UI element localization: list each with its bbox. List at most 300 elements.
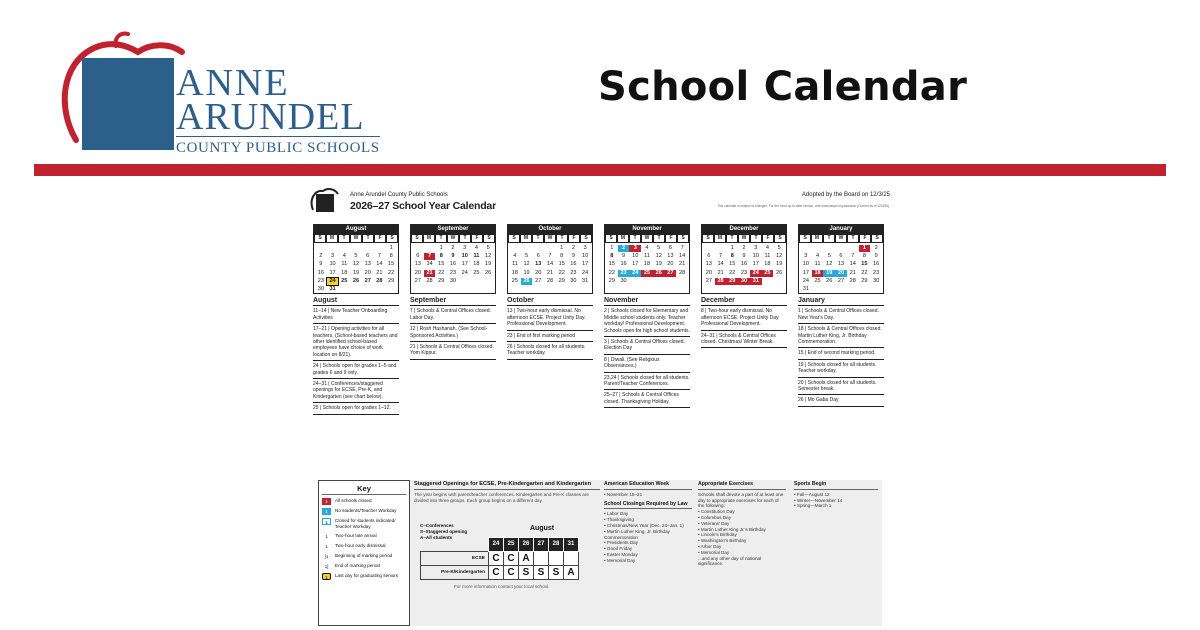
calendar-day[interactable]: 30 xyxy=(738,278,750,285)
calendar-day[interactable]: 16 xyxy=(570,261,577,268)
calendar-day[interactable]: 4 xyxy=(513,253,517,260)
red-divider xyxy=(34,164,1166,176)
calendar-day[interactable]: 26 xyxy=(653,270,665,277)
calendar-day[interactable]: 9 xyxy=(874,253,878,260)
calendar-day[interactable]: 7 xyxy=(377,253,381,260)
calendar-day[interactable]: 5 xyxy=(657,245,661,251)
calendar-day[interactable]: 5 xyxy=(777,245,781,251)
calendar-day[interactable]: 3 xyxy=(463,245,467,251)
calendar-day[interactable]: 13 xyxy=(837,261,845,268)
calendar-day[interactable]: 12 xyxy=(826,261,833,268)
event-entry: 25–27 | Schools & Central Offices closed. Thanksgiving Holiday. xyxy=(604,390,690,408)
calendar-day[interactable]: 16 xyxy=(873,261,880,268)
weekday-label: S xyxy=(677,234,689,243)
calendar-day[interactable]: 10 xyxy=(582,253,589,260)
calendar-day[interactable]: 21 xyxy=(546,269,554,276)
calendar-day[interactable]: 14 xyxy=(849,261,856,268)
calendar-day[interactable]: 8 xyxy=(862,253,866,260)
calendar-day[interactable]: 30 xyxy=(873,277,880,284)
calendar-day[interactable]: 27 xyxy=(837,277,845,284)
calendar-day[interactable]: 26 xyxy=(352,277,360,284)
calendar-day[interactable]: 27 xyxy=(414,277,421,284)
key-item xyxy=(322,533,406,540)
weekday-label: W xyxy=(447,234,459,243)
calendar-day[interactable]: 20 xyxy=(535,269,542,276)
calendar-day[interactable]: 17 xyxy=(582,261,589,268)
calendar-day[interactable]: 20 xyxy=(667,261,674,268)
staggered-cell xyxy=(549,552,564,566)
calendar-day[interactable]: 1 xyxy=(560,245,564,251)
calendar-day[interactable]: 23 xyxy=(449,269,457,276)
american-education-col xyxy=(604,482,692,564)
legend-conferences: C–Conferences xyxy=(420,523,454,528)
calendar-day[interactable]: 25 xyxy=(762,270,774,277)
weekday-label: M xyxy=(617,234,629,243)
calendar-day[interactable]: 14 xyxy=(546,261,554,268)
calendar-day[interactable]: 7 xyxy=(424,253,436,260)
calendar-day[interactable]: 27 xyxy=(705,277,712,284)
calendar-day[interactable]: 11 xyxy=(473,253,480,260)
calendar-day[interactable]: 18 xyxy=(511,269,518,276)
month-december xyxy=(701,224,787,436)
month-heading: September xyxy=(410,298,496,306)
staggered-day: 31 xyxy=(564,538,579,552)
calendar-day[interactable]: 17 xyxy=(461,261,468,268)
calendar-day[interactable]: 21 xyxy=(679,261,686,268)
aacps-logo[interactable] xyxy=(52,28,392,156)
key-label: All schools closed xyxy=(335,498,372,503)
calendar-day[interactable]: 15 xyxy=(438,261,445,268)
calendar-day[interactable]: 20 xyxy=(364,269,371,276)
month-grid-title: December xyxy=(702,225,786,234)
list-item: • Memorial Day xyxy=(604,557,636,563)
list-item: • Washington's Birthday xyxy=(698,538,747,544)
calendar-day[interactable]: 24 xyxy=(582,269,589,276)
calendar-day[interactable]: 23 xyxy=(740,269,748,276)
calendar-day[interactable]: 13 xyxy=(667,253,674,260)
calendar-day[interactable]: 12 xyxy=(776,253,783,260)
calendar-day[interactable]: 3 xyxy=(331,253,335,260)
weekday-label: S xyxy=(871,234,883,243)
calendar-day[interactable]: 8 xyxy=(730,253,734,260)
staggered-table xyxy=(420,537,579,580)
calendar-day[interactable]: 11 xyxy=(764,253,771,260)
calendar-day[interactable]: 22 xyxy=(558,269,565,276)
calendar-day[interactable]: 28 xyxy=(849,277,856,284)
calendar-day[interactable]: 7 xyxy=(851,253,855,260)
calendar-day[interactable]: 5 xyxy=(827,253,831,260)
calendar-day[interactable]: 29 xyxy=(438,277,445,284)
calendar-day[interactable]: 29 xyxy=(558,277,565,284)
calendar-day[interactable]: 19 xyxy=(776,261,783,268)
closings-list xyxy=(604,511,692,563)
event-entry: 19 | Schools closed for all students. Teacher workday. xyxy=(798,360,884,378)
key-label: Last day for graduating seniors xyxy=(335,572,399,578)
calendar-day[interactable]: 18 xyxy=(341,269,348,276)
key-swatch: 1 xyxy=(322,508,331,515)
calendar-day[interactable]: 21 xyxy=(376,269,383,276)
calendar-day[interactable]: 10 xyxy=(632,253,639,260)
calendar-day[interactable]: 3 xyxy=(754,245,758,251)
calendar-day[interactable]: 6 xyxy=(536,253,540,260)
calendar-day[interactable]: 8 xyxy=(439,253,443,260)
calendar-day[interactable]: 10 xyxy=(329,261,336,268)
calendar-day[interactable]: 24 xyxy=(629,270,641,277)
empty-day xyxy=(327,245,339,252)
calendar-day[interactable]: 6 xyxy=(839,253,843,260)
calendar-day[interactable]: 11 xyxy=(814,261,821,268)
weekday-label: M xyxy=(714,234,726,243)
calendar-day[interactable]: 16 xyxy=(317,269,324,276)
key-panel xyxy=(318,480,882,626)
calendar-day[interactable]: 13 xyxy=(535,261,542,268)
calendar-day[interactable]: 31 xyxy=(582,277,589,284)
calendar-day[interactable]: 22 xyxy=(438,269,445,276)
event-entry: 17–21 | Opening activities for all teachers. (School-based teachers and other identified school-based employees have choice of work location on 8/21). xyxy=(313,324,399,361)
calendar-day[interactable]: 20 xyxy=(414,269,421,276)
staggered-row-label: ECSE xyxy=(421,552,489,566)
staggered-cell: A xyxy=(564,566,579,580)
day-grid xyxy=(605,243,689,287)
calendar-day[interactable]: 27 xyxy=(364,277,371,284)
calendar-day[interactable]: 7 xyxy=(680,245,684,251)
weekday-header xyxy=(314,234,398,243)
calendar-day[interactable]: 17 xyxy=(632,261,639,268)
calendar-day[interactable]: 5 xyxy=(486,245,490,251)
calendar-day[interactable]: 27 xyxy=(665,270,677,277)
calendar-day[interactable]: 2 xyxy=(742,245,746,251)
month-heading: November xyxy=(604,298,690,306)
staggered-cell: C xyxy=(489,552,504,566)
event-entry: 20 | Schools closed for all students. Semester break. xyxy=(798,378,884,396)
logo-line-3: COUNTY PUBLIC SCHOOLS xyxy=(176,136,380,158)
calendar-day[interactable]: 15 xyxy=(861,261,868,268)
calendar-day[interactable]: 14 xyxy=(679,253,686,260)
calendar-day[interactable]: 12 xyxy=(523,261,530,268)
calendar-day[interactable]: 24 xyxy=(327,278,339,285)
calendar-day[interactable]: 3 xyxy=(629,245,641,252)
event-entry: 12 | Rosh Hashanah. (See School-Sponsored Activities.) xyxy=(410,324,496,342)
calendar-day[interactable]: 18 xyxy=(764,261,771,268)
calendar-day[interactable]: 26 xyxy=(485,269,492,276)
event-entry: 18 | Schools & Central Offices closed. Martin Luther King, Jr. Birthday Commemoration. xyxy=(798,324,884,348)
calendar-day[interactable]: 22 xyxy=(608,269,615,276)
calendar-day[interactable]: 4 xyxy=(645,245,649,251)
calendar-day[interactable]: 13 xyxy=(414,261,421,268)
calendar-day[interactable]: 2 xyxy=(451,245,455,251)
calendar-day[interactable]: 21 xyxy=(849,269,856,276)
calendar-day[interactable]: 9 xyxy=(319,261,323,268)
calendar-day[interactable]: 6 xyxy=(668,245,672,251)
calendar-day[interactable]: 6 xyxy=(366,253,370,260)
weekday-label: M xyxy=(811,234,823,243)
event-entry: 11–14 | New Teacher Onboarding Activities xyxy=(313,306,399,324)
calendar-day[interactable]: 20 xyxy=(705,269,712,276)
month-grid xyxy=(798,224,884,294)
calendar-day[interactable]: 3 xyxy=(804,253,808,260)
key-label: Two-hour late arrival xyxy=(335,532,377,538)
weekday-label: M xyxy=(326,234,338,243)
weekday-header xyxy=(605,234,689,243)
calendar-day[interactable]: 30 xyxy=(570,277,577,284)
calendar-day[interactable]: 13 xyxy=(705,261,712,268)
key-label: End of marking period xyxy=(335,562,380,568)
weekday-label: W xyxy=(544,234,556,243)
calendar-day[interactable]: 13 xyxy=(364,261,371,268)
calendar-day[interactable]: 22 xyxy=(388,269,395,276)
calendar-day[interactable]: 23 xyxy=(618,270,630,277)
calendar-day[interactable]: 16 xyxy=(620,261,627,268)
day-grid xyxy=(508,243,592,287)
calendar-day[interactable]: 6 xyxy=(707,253,711,260)
exercises-heading: Appropriate Exercises xyxy=(698,482,786,490)
weekday-label: W xyxy=(350,234,362,243)
event-entry: 23 | End of first marking period xyxy=(507,331,593,342)
logo-block xyxy=(82,58,174,150)
calendar-day[interactable]: 14 xyxy=(376,261,383,268)
month-january xyxy=(798,224,884,436)
month-november xyxy=(604,224,690,436)
weekday-label: S xyxy=(605,234,617,243)
calendar-day[interactable]: 7 xyxy=(719,253,723,260)
weekday-label: T xyxy=(556,234,568,243)
calendar-day[interactable]: 8 xyxy=(610,253,614,260)
calendar-day[interactable]: 14 xyxy=(717,261,724,268)
calendar-day[interactable]: 27 xyxy=(535,277,542,284)
calendar-day[interactable]: 1 xyxy=(389,245,393,251)
calendar-day[interactable]: 29 xyxy=(726,278,738,285)
calendar-day[interactable]: 29 xyxy=(861,277,868,284)
calendar-day[interactable]: 17 xyxy=(802,269,809,276)
month-grid xyxy=(313,224,399,294)
weekday-label: T xyxy=(435,234,447,243)
key-box xyxy=(318,480,410,626)
staggered-cell: C xyxy=(504,566,519,580)
staggered-cell: S xyxy=(519,566,534,580)
key-swatch: 1 xyxy=(325,533,328,539)
calendar-day[interactable]: 28 xyxy=(546,277,554,284)
calendar-day[interactable]: 30 xyxy=(449,277,457,284)
event-entry: 24–31 | Conferences/staggered openings for ECSE, Pre-K, and Kindergarten (see chart below). xyxy=(313,379,399,403)
calendar-day[interactable]: 12 xyxy=(352,261,360,268)
calendar-day[interactable]: 26 xyxy=(521,278,533,285)
calendar-day[interactable]: 15 xyxy=(608,261,615,268)
staggered-row xyxy=(421,552,579,566)
calendar-day[interactable]: 11 xyxy=(511,261,518,268)
staggered-day: 26 xyxy=(519,538,534,552)
calendar-day[interactable]: 10 xyxy=(752,253,759,260)
list-item: • Christmas/New Year (Dec. 24–Jan. 1) xyxy=(604,522,684,528)
key-swatch: 1 xyxy=(322,573,331,580)
exercises-list xyxy=(698,509,786,555)
key-item xyxy=(322,573,406,580)
calendar-day[interactable]: 31 xyxy=(750,278,762,285)
weekday-label: F xyxy=(859,234,871,243)
empty-day xyxy=(521,245,533,252)
empty-day xyxy=(835,245,847,252)
calendar-day[interactable]: 2 xyxy=(571,245,575,251)
empty-day xyxy=(703,245,715,252)
calendar-day[interactable]: 25 xyxy=(473,269,480,276)
calendar-day[interactable]: 20 xyxy=(835,270,847,277)
calendar-day[interactable]: 5 xyxy=(525,253,529,260)
calendar-day[interactable]: 25 xyxy=(641,270,653,277)
calendar-day[interactable]: 19 xyxy=(352,269,360,276)
staggered-header-row xyxy=(421,538,579,552)
calendar-day[interactable]: 26 xyxy=(776,269,783,276)
calendar-day[interactable]: 15 xyxy=(729,261,736,268)
calendar-day[interactable]: 28 xyxy=(376,277,383,284)
calendar-day[interactable]: 7 xyxy=(548,253,552,260)
calendar-day[interactable]: 4 xyxy=(816,253,820,260)
calendar-day[interactable]: 25 xyxy=(814,277,821,284)
weekday-label: T xyxy=(750,234,762,243)
empty-day xyxy=(362,245,374,252)
exercises-intro: Schools shall devote a part of at least one day to appropriate exercises for each of the following: xyxy=(698,491,784,509)
calendar-day[interactable]: 9 xyxy=(451,253,455,260)
calendar-day[interactable]: 9 xyxy=(622,253,626,260)
staggered-cell xyxy=(564,552,579,566)
list-item: • Arbor Day xyxy=(698,543,722,549)
calendar-day[interactable]: 10 xyxy=(802,261,809,268)
calendar-day[interactable]: 21 xyxy=(717,269,724,276)
calendar-day[interactable]: 15 xyxy=(388,261,395,268)
calendar-day[interactable]: 23 xyxy=(317,277,324,284)
calendar-day[interactable]: 19 xyxy=(655,261,662,268)
calendar-day[interactable]: 24 xyxy=(461,269,468,276)
list-item: • Veterans' Day xyxy=(698,520,730,526)
logo-wordmark xyxy=(176,62,380,158)
calendar-day[interactable]: 4 xyxy=(342,253,346,260)
calendar-day[interactable]: 24 xyxy=(802,277,809,284)
calendar-day[interactable]: 4 xyxy=(474,245,478,251)
staggered-day: 27 xyxy=(534,538,549,552)
list-item: • Fall—August 12 xyxy=(794,491,830,497)
calendar-day[interactable]: 22 xyxy=(729,269,736,276)
calendar-day[interactable]: 9 xyxy=(571,253,575,260)
event-entry: 7 | Schools & Central Offices closed. Labor Day. xyxy=(410,306,496,324)
month-grid xyxy=(410,224,496,294)
calendar-day[interactable]: 23 xyxy=(570,269,577,276)
calendar-day[interactable]: 30 xyxy=(620,277,627,284)
american-ed-heading: American Education Week xyxy=(604,482,692,490)
calendar-day[interactable]: 21 xyxy=(424,270,436,277)
calendar-day[interactable]: 1 xyxy=(439,245,443,251)
calendar-day[interactable]: 14 xyxy=(426,261,433,268)
calendar-day[interactable]: 29 xyxy=(388,277,395,284)
event-entry: 8 | Two-hour early dismissal. No afternoon ECSE. Project Unity Day. Professional Development. xyxy=(701,306,787,330)
calendar-day[interactable]: 10 xyxy=(461,253,468,260)
list-item: • Labor Day xyxy=(604,511,629,517)
list-item: • Constitution Day xyxy=(698,509,735,515)
calendar-day[interactable]: 2 xyxy=(874,245,878,251)
calendar-day[interactable]: 5 xyxy=(354,253,358,260)
weekday-label: T xyxy=(726,234,738,243)
key-swatch: [1 xyxy=(324,553,329,559)
calendar-day[interactable]: 1 xyxy=(610,245,614,251)
calendar-day[interactable]: 15 xyxy=(558,261,565,268)
month-grid-title: September xyxy=(411,225,495,234)
key-item xyxy=(322,563,406,570)
empty-day xyxy=(544,245,556,252)
calendar-day[interactable]: 1 xyxy=(730,245,734,251)
staggered-cell: C xyxy=(489,566,504,580)
event-entry: 24 | Schools open for grades 1–5 and grades 6 and 9 only. xyxy=(313,361,399,379)
calendar-day[interactable]: 17 xyxy=(752,261,759,268)
calendar-title: 2026–27 School Year Calendar xyxy=(350,200,496,212)
calendar-day[interactable]: 9 xyxy=(742,253,746,260)
calendar-day[interactable]: 12 xyxy=(655,253,662,260)
calendar-day[interactable]: 3 xyxy=(583,245,587,251)
legend-staggered: S–Staggered opening xyxy=(420,529,468,534)
calendar-day[interactable]: 28 xyxy=(715,278,727,285)
calendar-day[interactable]: 2 xyxy=(319,253,323,260)
calendar-day[interactable]: 8 xyxy=(389,253,393,260)
staggered-openings xyxy=(414,482,600,624)
key-item xyxy=(322,543,406,550)
calendar-day[interactable]: 1 xyxy=(859,245,871,252)
calendar-day[interactable]: 25 xyxy=(341,277,348,284)
calendar-day[interactable]: 18 xyxy=(473,261,480,268)
calendar-day[interactable]: 19 xyxy=(823,270,835,277)
calendar-day[interactable]: 11 xyxy=(341,261,348,268)
calendar-day[interactable]: 16 xyxy=(449,261,457,268)
staggered-day: 25 xyxy=(504,538,519,552)
calendar-day[interactable]: 16 xyxy=(740,261,748,268)
weekday-label: F xyxy=(568,234,580,243)
list-item: • Lincoln's Birthday xyxy=(698,532,737,538)
month-heading: December xyxy=(701,298,787,306)
staggered-cell: S xyxy=(534,566,549,580)
event-entry: 25 | Schools open for grades 1–12. xyxy=(313,403,399,414)
key-list xyxy=(322,498,406,580)
weekday-label: S xyxy=(508,234,520,243)
calendar-day[interactable]: 2 xyxy=(618,245,630,252)
calendar-day[interactable]: 18 xyxy=(812,270,824,277)
weekday-label: S xyxy=(799,234,811,243)
calendar-day[interactable]: 19 xyxy=(523,269,530,276)
calendar-day[interactable]: 31 xyxy=(329,285,336,292)
calendar-day[interactable]: 24 xyxy=(750,270,762,277)
weekday-label: F xyxy=(762,234,774,243)
sports-list xyxy=(794,492,878,509)
calendar-day[interactable]: 26 xyxy=(826,277,833,284)
weekday-label: T xyxy=(653,234,665,243)
calendar-day[interactable]: 17 xyxy=(329,269,336,276)
weekday-label: M xyxy=(520,234,532,243)
calendar-day[interactable]: 23 xyxy=(873,269,880,276)
calendar-day[interactable]: 8 xyxy=(560,253,564,260)
calendar-day[interactable]: 30 xyxy=(317,285,324,292)
calendar-day[interactable]: 28 xyxy=(679,269,686,276)
weekday-label: S xyxy=(580,234,592,243)
sports-heading: Sports Begin xyxy=(794,482,878,490)
calendar-day[interactable]: 11 xyxy=(644,253,650,260)
calendar-day[interactable]: 18 xyxy=(643,261,651,268)
weekday-label: T xyxy=(459,234,471,243)
calendar-day[interactable]: 4 xyxy=(765,245,769,251)
calendar-day[interactable]: 25 xyxy=(511,277,518,284)
weekday-label: W xyxy=(835,234,847,243)
key-item xyxy=(322,518,406,530)
calendar-day[interactable]: 12 xyxy=(485,253,492,260)
calendar-day[interactable]: 6 xyxy=(416,253,420,260)
calendar-day[interactable]: 28 xyxy=(426,277,433,284)
calendar-day[interactable]: 22 xyxy=(861,269,868,276)
calendar-day[interactable]: 29 xyxy=(608,277,615,284)
calendar-day[interactable]: 31 xyxy=(802,285,809,292)
calendar-day[interactable]: 19 xyxy=(485,261,492,268)
